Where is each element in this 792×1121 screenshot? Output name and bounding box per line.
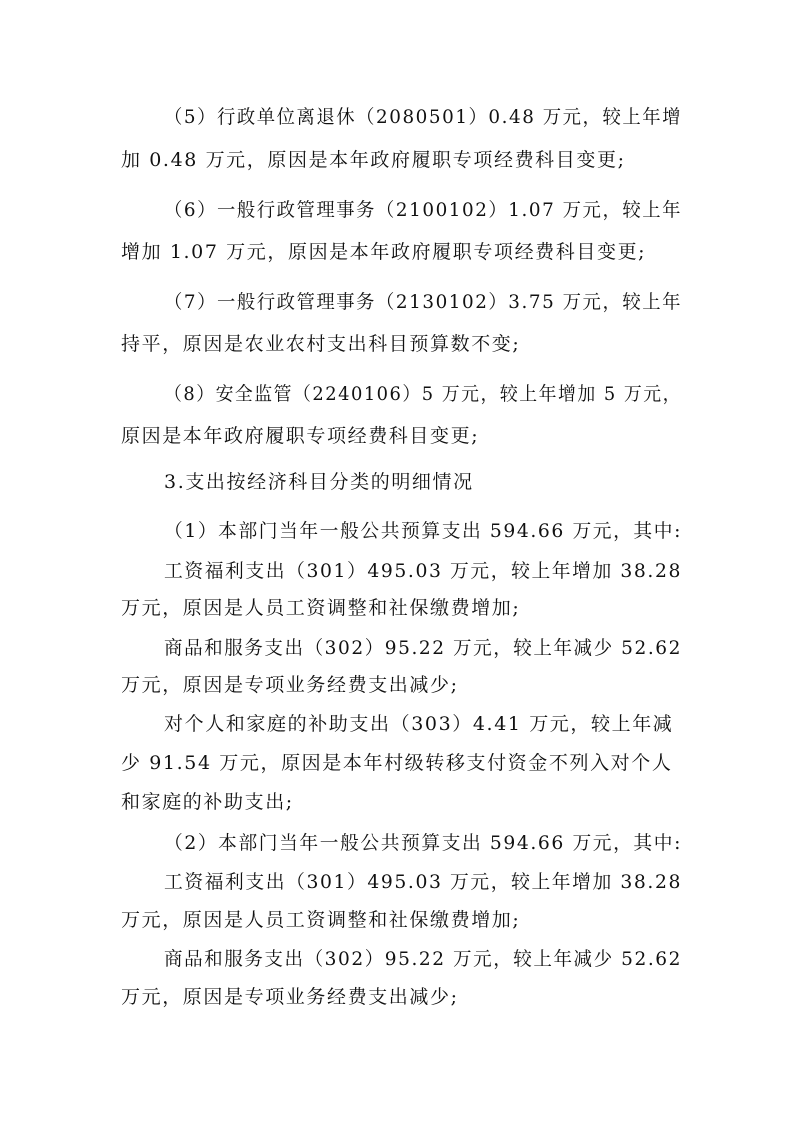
paragraph-line	[0, 236, 792, 268]
text-line: 商品和服务支出（302）95.22 万元，较上年减少 52.62	[164, 637, 683, 659]
paragraph-line	[0, 515, 792, 547]
paragraph-line	[0, 328, 792, 360]
text-line: 持平，原因是农业农村支出科目预算数不变;	[121, 333, 521, 355]
text-line: 和家庭的补助支出;	[121, 791, 294, 813]
text-line: 万元，原因是专项业务经费支出减少;	[121, 674, 459, 696]
paragraph-line	[0, 194, 792, 226]
text-line: （1）本部门当年一般公共预算支出 594.66 万元，其中:	[164, 520, 682, 542]
paragraph-line	[0, 747, 792, 779]
text-line: 工资福利支出（301）495.03 万元，较上年增加 38.28	[164, 560, 683, 582]
text-line: 万元，原因是人员工资调整和社保缴费增加;	[121, 909, 521, 931]
text-line: 工资福利支出（301）495.03 万元，较上年增加 38.28	[164, 871, 683, 893]
text-line: 商品和服务支出（302）95.22 万元，较上年减少 52.62	[164, 948, 683, 970]
section-heading	[0, 466, 792, 498]
paragraph-line	[0, 669, 792, 701]
text-line: 万元，原因是专项业务经费支出减少;	[121, 986, 459, 1008]
paragraph-line	[0, 420, 792, 452]
paragraph-line	[0, 286, 792, 318]
text-line: （2）本部门当年一般公共预算支出 594.66 万元，其中:	[164, 832, 682, 854]
paragraph-line	[0, 592, 792, 624]
paragraph-line	[0, 101, 792, 133]
paragraph-line	[0, 904, 792, 936]
section-heading-text: 3.支出按经济科目分类的明细情况	[164, 471, 474, 493]
paragraph-line	[0, 632, 792, 664]
text-line: 万元，原因是人员工资调整和社保缴费增加;	[121, 597, 521, 619]
text-line: 增加 1.07 万元，原因是本年政府履职专项经费科目变更;	[121, 241, 647, 263]
text-line: 对个人和家庭的补助支出（303）4.41 万元，较上年减	[164, 713, 674, 735]
paragraph-line	[0, 943, 792, 975]
text-line: 原因是本年政府履职专项经费科目变更;	[121, 425, 480, 447]
paragraph-line	[0, 708, 792, 740]
paragraph-line	[0, 827, 792, 859]
text-line: （5）行政单位离退休（2080501）0.48 万元，较上年增	[164, 106, 682, 128]
text-line: 加 0.48 万元，原因是本年政府履职专项经费科目变更;	[121, 149, 626, 171]
paragraph-line	[0, 378, 792, 410]
paragraph-line	[0, 144, 792, 176]
paragraph-line	[0, 786, 792, 818]
text-line: （8）安全监管（2240106）5 万元，较上年增加 5 万元，	[164, 383, 682, 405]
text-line: （6）一般行政管理事务（2100102）1.07 万元，较上年	[164, 199, 682, 221]
paragraph-line	[0, 555, 792, 587]
text-line: 少 91.54 万元，原因是本年村级转移支付资金不列入对个人	[121, 752, 673, 774]
paragraph-line	[0, 866, 792, 898]
paragraph-line	[0, 981, 792, 1013]
text-line: （7）一般行政管理事务（2130102）3.75 万元，较上年	[164, 291, 682, 313]
